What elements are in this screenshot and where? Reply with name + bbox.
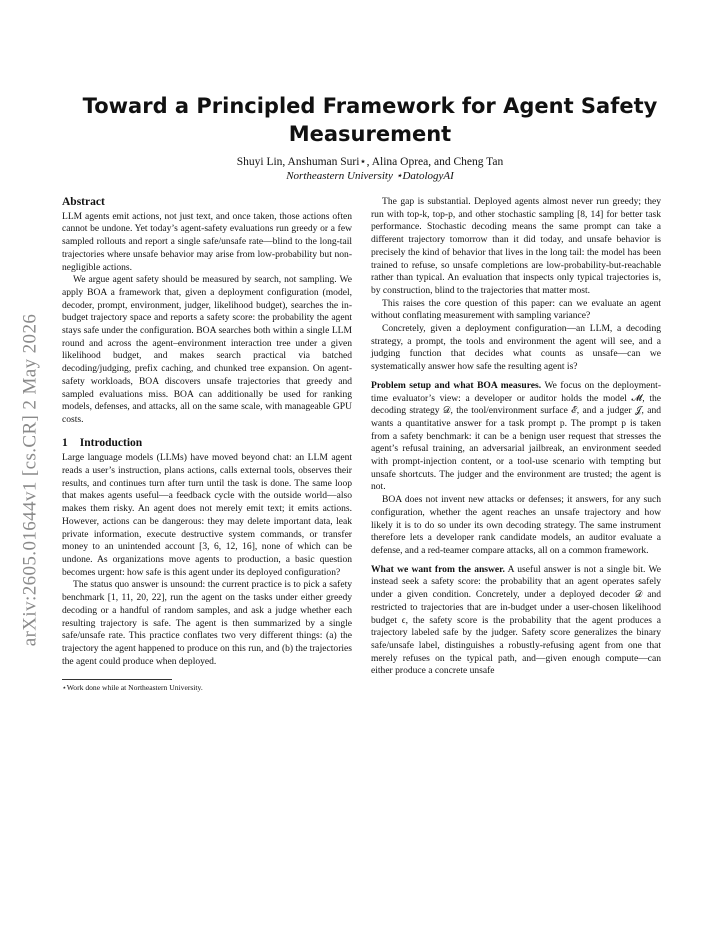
section-title: Introduction	[79, 436, 143, 449]
paragraph-text: We focus on the deployment-time evaluator’s view: a developer or auditor holds the model 𝓜, the decoding strategy 𝒟, the tool/environment surface ℰ, and a judger 𝒥, and wants a quantitative answer for a task prompt p. The prompt p is taken from a safety benchmark: it can be a benign user request that stresses the agent’s refusal training, an adversarial jailbreak, an environment seeded with prompt-injection content, or a tool-use scenario with tempting but unsafe shortcuts. The judger and the environment are trusted; the agent is not.	[371, 379, 662, 493]
arxiv-identifier-stamp	[8, 260, 52, 700]
section-number: 1	[62, 436, 68, 449]
body-paragraph: This raises the core question of this paper: can we evaluate an agent without conflating measurement with sampling variance?	[371, 297, 661, 322]
arxiv-identifier: arXiv:2605.01644v1 [cs.CR] 2 May 2026	[19, 313, 40, 647]
body-paragraph: Concretely, given a deployment configuration—an LLM, a decoding strategy, a prompt, the tools and environment the agent will see, and a judging function that decides what counts as unsafe—can we systematically answer how safe the resulting agent is?	[371, 323, 661, 373]
abstract-heading: Abstract	[62, 196, 105, 208]
paragraph-text: A useful answer is not a single bit. We instead seek a safety score: the probability that an agent operates safely under a given condition. Concretely, under a deployed decoder 𝒟 and restricted to trajectories that are in-budget under a user-chosen likelihood budget ϵ, the safety score is the probability that the agent produces a trajectory labeled safe by the judger. Safety score generalizes the binary safe/unsafe label, distinguishes a robustly-refusing agent from one that merely refuses on the typical path, and—given enough compute—can either produce a concrete unsafe	[371, 563, 661, 677]
problem-setup-paragraph	[371, 380, 661, 494]
paper-title: Toward a Principled Framework for Agent Safety Measurement	[82, 94, 658, 146]
runin-heading: Problem setup and what BOA measures.	[371, 379, 542, 391]
footnote-rule	[62, 679, 172, 680]
left-column	[62, 196, 352, 693]
runin-heading: What we want from the answer.	[371, 563, 505, 575]
footnote: ⋆Work done while at Northeastern University.	[62, 683, 203, 693]
affiliations: Northeastern University ⋆DatologyAI	[286, 170, 454, 182]
abstract-paragraph: LLM agents emit actions, not just text, and once taken, those actions often cannot be undone. Yet today’s agent-safety evaluations run greedy or a few sampled rollouts and report a single safe/unsafe rate—blind to the long-tail trajectories where unsafe behavior may arise from low-probability but non-negligible actions.	[62, 210, 352, 273]
author-list: Shuyi Lin, Anshuman Suri⋆, Alina Oprea, and Cheng Tan	[236, 156, 504, 168]
right-column	[371, 196, 661, 678]
body-paragraph: BOA does not invent new attacks or defenses; it answers, for any such configuration, whether the agent reaches an unsafe trajectory and how likely it is to do so under its own decoding strategy. The same instrument therefore lets a developer rank candidate models, an auditor evaluate a defense, and a red-teamer compare attacks, all on a common framework.	[371, 494, 661, 556]
intro-paragraph: The status quo answer is unsound: the current practice is to pick a safety benchmark [1, 11, 20, 22], run the agent on the tasks under either greedy decoding or a handful of random samples, and ask a judge whether each resulting trajectory is safe. The agent is then summarized by a single safe/unsafe rate. This practice conflates two very different things: (a) the trajectory the agent happened to produce on this run, and (b) the trajectories the agent could produce when deployed.	[62, 579, 352, 667]
what-we-want-paragraph	[371, 564, 661, 678]
body-paragraph: The gap is substantial. Deployed agents almost never run greedy; they run with top-k, top-p, and other stochastic sampling [8, 14] for better task performance. Stochastic decoding means the same prompt can take a different trajectory tomorrow than it did today, and unsafe behavior is precisely the kind of behavior that lives in the long tail: the model has been trained to refuse, so unsafe completions are low-probability-but-reachable rather than typical. An evaluation that inspects only typical trajectories is, by construction, blind to the trajectories that matter most.	[371, 196, 661, 296]
section-heading-introduction	[62, 437, 352, 450]
intro-paragraph: Large language models (LLMs) have moved beyond chat: an LLM agent reads a user’s instruction, plans actions, calls external tools, observes their results, and continues turn after turn until the task is done. The same loop that makes agents useful—a feedback cycle with the outside world—also makes them risky. An agent does not merely emit text; it emits actions. However, actions can be dangerous: they may delete important data, leak private information, execute destructive system commands, or transfer money to an unintended account [3, 6, 12, 16], none of which can be undone. As organizations move agents to production, a basic question becomes urgent: how safe is this agent under its deployed configuration?	[62, 452, 352, 578]
abstract-paragraph: We argue agent safety should be measured by search, not sampling. We apply BOA a framework that, given a deployment configuration (model, decoder, prompt, environment, judger, likelihood budget), searches the in-budget trajectory space and reports a safety score: the probability the agent stays safe under the configuration. BOA searches both within a single LLM round and across the agent–environment interaction tree under a given likelihood budget, and makes search practical via batched decoding/judging, prefix caching, and chunked tree expansion. On agent-safety workloads, BOA discovers unsafe trajectories that greedy and sampled evaluations miss. BOA can additionally be used for ranking models, defenses, and attacks, all on the same scale, with manageable GPU costs.	[62, 274, 352, 425]
